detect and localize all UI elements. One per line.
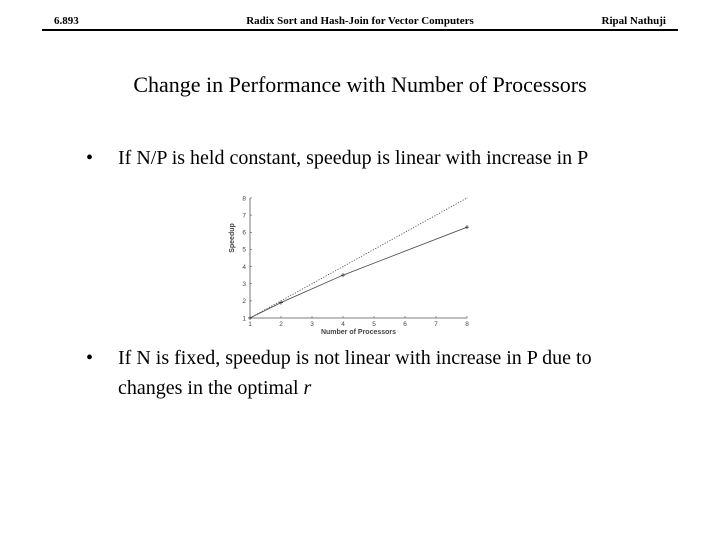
data-point bbox=[343, 266, 344, 267]
speedup-chart bbox=[224, 188, 474, 336]
y-axis-label: Speedup bbox=[229, 223, 236, 253]
x-tick-label: 7 bbox=[434, 321, 438, 328]
y-tick-label: 1 bbox=[242, 315, 246, 323]
bullet-text bbox=[118, 343, 658, 403]
data-point bbox=[248, 316, 252, 320]
bullet-item bbox=[0, 343, 720, 403]
measured-speedup-line bbox=[250, 227, 467, 318]
x-tick-label: 8 bbox=[465, 321, 469, 328]
y-tick-label: 4 bbox=[242, 263, 246, 271]
y-tick-label: 6 bbox=[242, 229, 246, 237]
x-tick-label: 3 bbox=[310, 321, 314, 328]
bullet-text: If N/P is held constant, speedup is linear with increase in P bbox=[118, 147, 589, 169]
x-tick-label: 4 bbox=[341, 321, 345, 328]
ideal-speedup-line bbox=[250, 198, 467, 318]
bullet-marker: • bbox=[86, 347, 94, 369]
y-tick-label: 5 bbox=[242, 246, 246, 254]
slide-topic: Radix Sort and Hash-Join for Vector Computers bbox=[246, 15, 474, 27]
x-tick-label: 5 bbox=[372, 321, 376, 328]
data-point bbox=[467, 198, 468, 199]
y-tick-label: 8 bbox=[242, 195, 246, 203]
x-tick-label: 6 bbox=[403, 321, 407, 328]
x-tick-label: 2 bbox=[279, 321, 283, 328]
course-number: 6.893 bbox=[54, 15, 79, 27]
header-rule bbox=[42, 29, 678, 31]
x-axis-label: Number of Processors bbox=[320, 329, 397, 336]
data-point bbox=[341, 273, 345, 277]
slide-title: Change in Performance with Number of Processors bbox=[133, 72, 587, 97]
data-point bbox=[465, 225, 469, 229]
bullet-text-italic: r bbox=[303, 377, 312, 399]
data-point bbox=[279, 301, 283, 305]
author-name: Ripal Nathuji bbox=[601, 15, 666, 27]
y-tick-label: 3 bbox=[242, 281, 246, 289]
y-tick-label: 2 bbox=[242, 298, 246, 306]
x-tick-label: 1 bbox=[248, 321, 252, 328]
bullet-marker: • bbox=[86, 147, 94, 169]
y-tick-label: 7 bbox=[242, 212, 246, 220]
bullet-text-main: If N is fixed, speedup is not linear with increase in P due to changes in the optimal bbox=[118, 347, 592, 399]
